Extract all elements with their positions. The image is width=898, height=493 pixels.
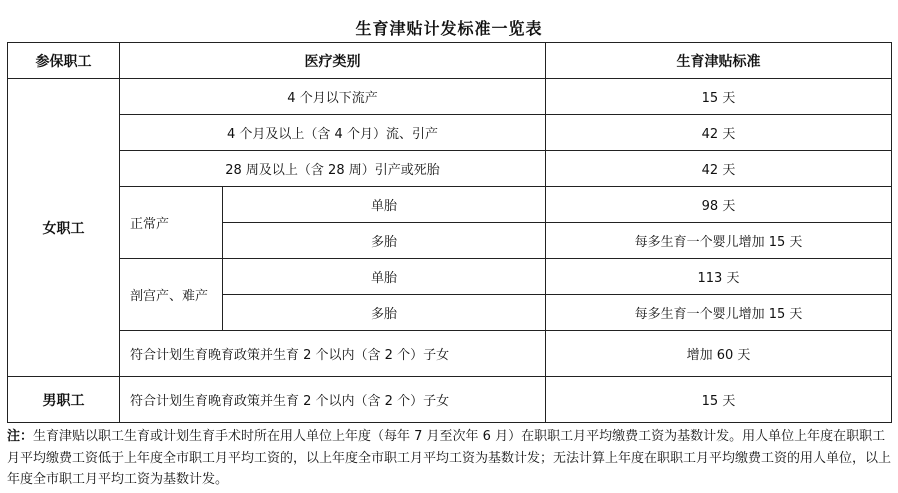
single-birth-label: 单胎 xyxy=(223,187,546,223)
table-row xyxy=(8,187,892,223)
normal-birth-label: 正常产 xyxy=(120,187,223,259)
standard-cell: 113 天 xyxy=(546,259,892,295)
header-row xyxy=(8,43,892,79)
table-row xyxy=(8,331,892,377)
header-allowance-standard: 生育津贴标准 xyxy=(546,43,892,79)
table-row xyxy=(8,377,892,423)
standard-cell: 42 天 xyxy=(546,151,892,187)
category-cell: 28 周及以上（含 28 周）引产或死胎 xyxy=(120,151,546,187)
table-row xyxy=(8,151,892,187)
standard-cell: 98 天 xyxy=(546,187,892,223)
single-birth-label: 单胎 xyxy=(223,259,546,295)
female-label: 女职工 xyxy=(8,79,120,377)
table-row xyxy=(8,79,892,115)
footnote-prefix: 注： xyxy=(7,429,34,444)
category-cell: 4 个月及以上（含 4 个月）流、引产 xyxy=(120,115,546,151)
header-insured: 参保职工 xyxy=(8,43,120,79)
standard-cell: 每多生育一个婴儿增加 15 天 xyxy=(546,223,892,259)
cesarean-label: 剖宫产、难产 xyxy=(120,259,223,331)
header-medical-category: 医疗类别 xyxy=(120,43,546,79)
maternity-allowance-table xyxy=(7,42,892,423)
standard-cell: 15 天 xyxy=(546,377,892,423)
standard-cell: 增加 60 天 xyxy=(546,331,892,377)
footnote-text: 生育津贴以职工生育或计划生育手术时所在用人单位上年度（每年 7 月至次年 6 月）在职职工月平均缴费工资为基数计发。用人单位上年度在职职工月平均缴费工资低于上年度全市职工月平均工资的，以上年度全市职工月平均工资为基数计发；无法计算上年度在职职工月平均缴费工资的用人单位，以上年度全市职工月平均工资为基数计发。 xyxy=(7,429,892,487)
multiple-birth-label: 多胎 xyxy=(223,223,546,259)
table-row xyxy=(8,259,892,295)
table-title: 生育津贴计发标准一览表 xyxy=(355,19,543,38)
footnote xyxy=(7,426,891,491)
multiple-birth-label: 多胎 xyxy=(223,295,546,331)
standard-cell: 42 天 xyxy=(546,115,892,151)
standard-cell: 15 天 xyxy=(546,79,892,115)
table-row xyxy=(8,115,892,151)
category-cell: 4 个月以下流产 xyxy=(120,79,546,115)
category-cell: 符合计划生育晚育政策并生育 2 个以内（含 2 个）子女 xyxy=(120,377,546,423)
standard-cell: 每多生育一个婴儿增加 15 天 xyxy=(546,295,892,331)
male-label: 男职工 xyxy=(8,377,120,423)
category-cell: 符合计划生育晚育政策并生育 2 个以内（含 2 个）子女 xyxy=(120,331,546,377)
